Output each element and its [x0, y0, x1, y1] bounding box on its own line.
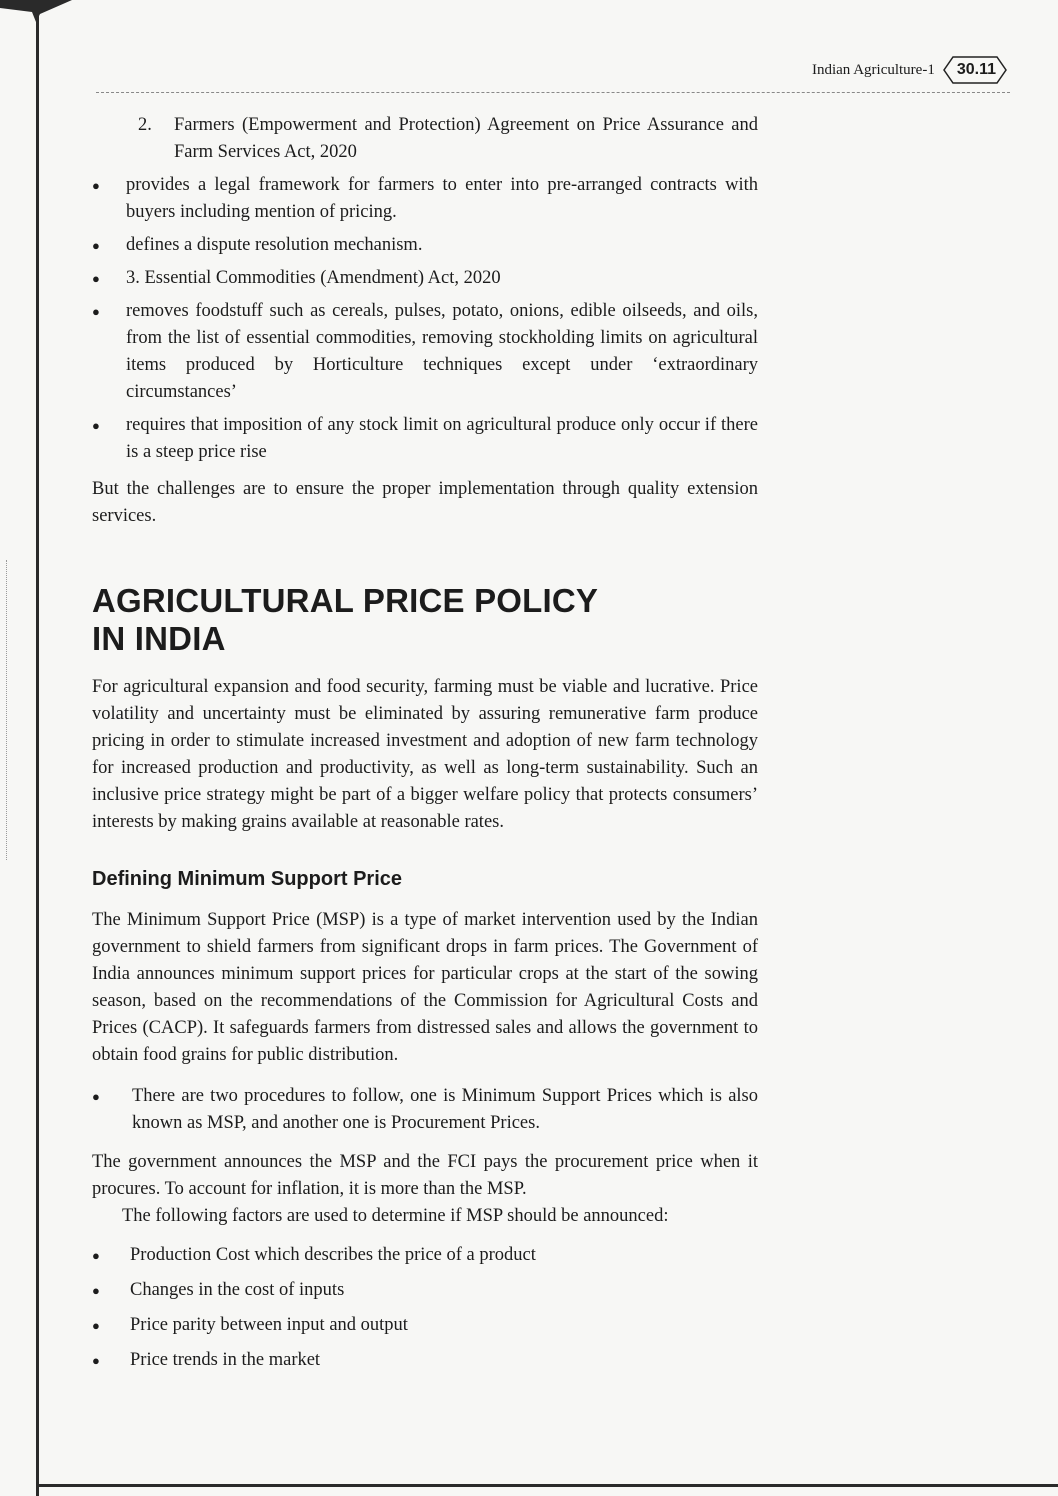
section-heading-line2: IN INDIA [92, 620, 226, 657]
page-number: 30.11 [956, 61, 996, 78]
bullet-icon: ● [92, 1318, 100, 1333]
procedure-bullets [92, 1083, 758, 1137]
bullet-icon: ● [92, 238, 100, 253]
header-rule [96, 92, 1010, 93]
item-number: 2. [138, 115, 152, 135]
list-item: ● There are two procedures to follow, one is Minimum Support Prices which is also known as MSP, and another one is Procurement Prices. [92, 1083, 758, 1137]
intro-paragraph: For agricultural expansion and food security, farming must be viable and lucrative. Price volatility and uncertainty must be eliminated by assuring remunerative farm produce pricing in order to stimulate increased investment and adoption of new farm technology for increased production and productivity, as well as long-term sustainability. Such an inclusive price strategy might be part of a bigger welfare policy that protects consumers’ interests by making grains available at reasonable rates. [92, 677, 758, 832]
main-content [92, 112, 758, 1382]
bullet-icon: ● [92, 1283, 100, 1298]
list-item: ● requires that imposition of any stock limit on agricultural produce only occur if there is a steep price rise [92, 412, 758, 466]
bullet-icon: ● [92, 304, 100, 319]
list-item: ● Price parity between input and output [92, 1312, 758, 1339]
factors-intro: The following factors are used to determine if MSP should be announced: [122, 1206, 669, 1226]
bullet-icon: ● [92, 1248, 100, 1263]
running-header [812, 56, 1010, 84]
factor-bullets [92, 1242, 758, 1374]
list-item: ● Price trends in the market [92, 1347, 758, 1374]
bullet-icon: ● [92, 271, 100, 286]
subsection-heading: Defining Minimum Support Price [92, 868, 403, 890]
scan-dots [6, 560, 9, 860]
msp-paragraph: The Minimum Support Price (MSP) is a type of market intervention used by the Indian government to shield farmers from significant drops in farm prices. The Government of India announces minimum support prices for particular crops at the start of the sowing season, based on the recommendations of the Commission for Agricultural Costs and Prices (CACP). It safeguards farmers from distressed sales and allows the government to obtain food grains for public distribution. [92, 910, 758, 1065]
bullet-icon: ● [92, 1089, 100, 1104]
procurement-paragraph: The government announces the MSP and the FCI pays the procurement price when it procures. To account for inflation, it is more than the MSP. [92, 1152, 758, 1199]
list-item: ● Changes in the cost of inputs [92, 1277, 758, 1304]
numbered-item [138, 112, 758, 166]
act-bullets [92, 172, 758, 466]
section-heading-line1: AGRICULTURAL PRICE POLICY [92, 582, 599, 619]
section-heading [92, 582, 758, 658]
bullet-icon: ● [92, 418, 100, 433]
bullet-icon: ● [92, 178, 100, 193]
item-title: Farmers (Empowerment and Protection) Agreement on Price Assurance and Farm Services Act, 2020 [174, 115, 758, 162]
list-item: ● removes foodstuff such as cereals, pulses, potato, onions, edible oilseeds, and oils, from the list of essential commodities, removing stockholding limits on agricultural items produced by Horticulture techniques except under ‘extraordinary circumstances’ [92, 298, 758, 406]
bottom-edge [36, 1484, 1058, 1487]
binding-corner-mark [0, 0, 72, 22]
page-number-badge [943, 56, 1010, 84]
running-title: Indian Agriculture-1 [811, 61, 935, 78]
list-item: ● provides a legal framework for farmers to enter into pre-arranged contracts with buyers including mention of pricing. [92, 172, 758, 226]
binding-edge [36, 0, 39, 1496]
list-item: ● defines a dispute resolution mechanism. [92, 232, 758, 259]
list-item: ● 3. Essential Commodities (Amendment) Act, 2020 [92, 265, 758, 292]
bullet-icon: ● [92, 1353, 100, 1368]
challenges-paragraph: But the challenges are to ensure the proper implementation through quality extension services. [92, 479, 758, 526]
list-item: ● Production Cost which describes the price of a product [92, 1242, 758, 1269]
